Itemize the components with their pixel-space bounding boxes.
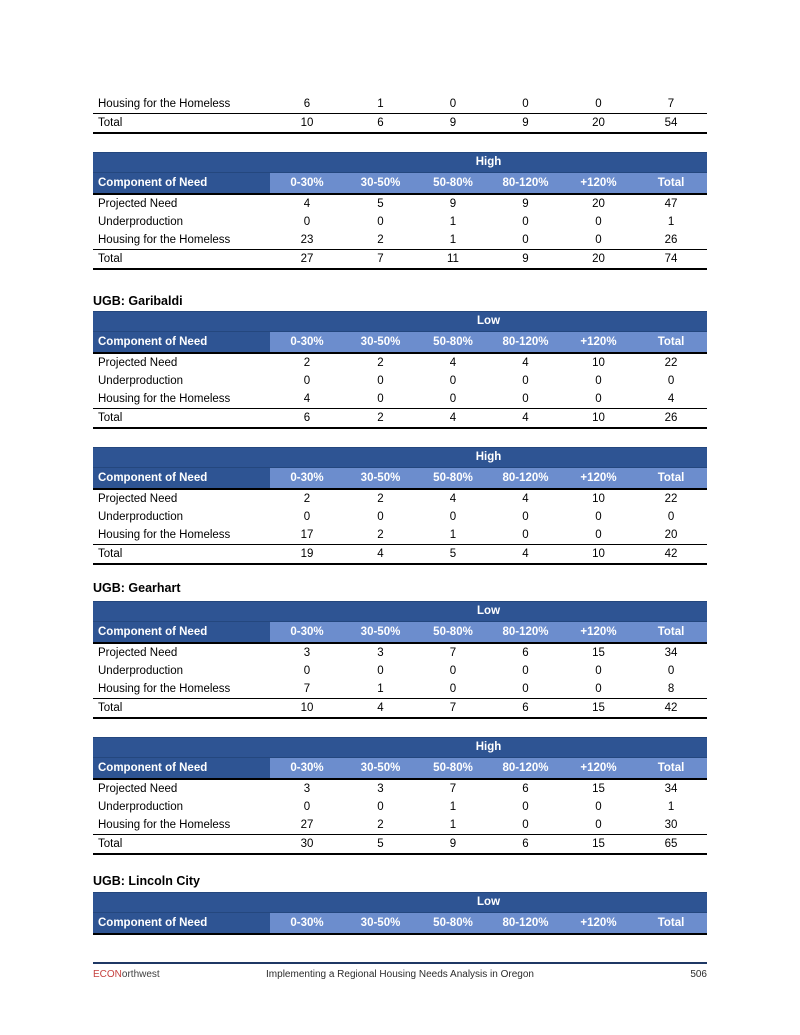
column-header-cell: 50-80% [417,622,489,644]
data-cell: 1 [417,231,489,250]
data-cell: 0 [489,680,562,699]
data-cell: 23 [270,231,344,250]
column-header-row [93,468,707,490]
data-cell: 2 [344,409,417,429]
row-label: Total [93,250,270,270]
data-cell: 4 [303,198,311,210]
column-header-cell: Total [635,622,707,644]
need-table [93,95,707,134]
column-header-cell: 0-30% [270,332,344,354]
table-row [93,95,707,114]
data-cell: 20 [562,114,635,134]
column-header-cell: 50-80% [417,173,489,195]
table-row [93,798,707,816]
column-header-cell: Total [635,758,707,780]
section-heading-lincoln-city: UGB: Lincoln City [93,874,200,888]
column-header-cell: Total [635,173,707,195]
data-cell: 4 [344,699,417,719]
table-high [93,152,707,270]
table-garibaldi-high [93,447,707,565]
data-cell: 6 [270,409,344,429]
data-cell: 26 [635,231,707,250]
data-cell: 2 [303,493,311,505]
data-cell: 0 [595,801,602,813]
column-header-cell: 80-120% [489,758,562,780]
data-cell: 9 [417,835,489,855]
column-header-cell: +120% [562,758,635,780]
need-table [93,892,707,935]
total-row [93,835,707,855]
row-label: Underproduction [98,511,184,523]
data-cell: 0 [522,665,529,677]
data-cell: 4 [522,493,529,505]
column-header-cell: 0-30% [270,173,344,195]
data-cell: 1 [449,216,457,228]
band-label-cell: High [270,448,707,468]
data-cell: 2 [344,816,417,835]
data-cell: 42 [635,699,707,719]
table-row [93,353,707,372]
table-row [93,662,707,680]
need-table [93,152,707,270]
data-cell: 0 [489,526,562,545]
row-label: Housing for the Homeless [93,231,270,250]
data-cell: 0 [377,665,384,677]
column-header-row [93,332,707,354]
band-spacer-cell [93,153,270,173]
band-label-cell: High [270,738,707,758]
data-cell: 5 [417,545,489,565]
band-label-cell: High [270,153,707,173]
total-row [93,545,707,565]
column-header-cell: Total [635,468,707,490]
data-cell: 22 [664,493,678,505]
data-cell: 0 [303,801,311,813]
column-header-cell: 30-50% [344,468,417,490]
data-cell: 6 [522,647,529,659]
data-cell: 1 [344,680,417,699]
band-row [93,312,707,332]
footer-brand-northwest: orthwest [121,969,160,980]
data-cell: 6 [344,114,417,134]
footer-brand [93,969,253,980]
data-cell: 2 [344,231,417,250]
data-cell: 0 [449,375,457,387]
column-header-cell: 50-80% [417,468,489,490]
row-label: Housing for the Homeless [93,390,270,409]
page-footer [93,962,707,980]
table-row [93,508,707,526]
data-cell: 0 [377,511,384,523]
table-row [93,643,707,662]
column-header-cell: 50-80% [417,913,489,935]
data-cell: 54 [635,114,707,134]
data-cell: 4 [489,545,562,565]
data-cell: 0 [489,816,562,835]
data-cell: 0 [562,231,635,250]
data-cell: 34 [664,647,678,659]
column-header-cell: 80-120% [489,468,562,490]
data-cell: 2 [303,357,311,369]
data-cell: 7 [449,783,457,795]
table-row [93,489,707,508]
data-cell: 1 [449,801,457,813]
column-header-cell: 80-120% [489,173,562,195]
row-label: Total [93,545,270,565]
column-header-cell: 0-30% [270,913,344,935]
data-cell: 0 [562,680,635,699]
row-header-cell: Component of Need [93,622,270,644]
column-header-cell: Total [635,332,707,354]
row-label: Projected Need [98,198,178,210]
data-cell: 8 [635,680,707,699]
row-label: Housing for the Homeless [93,526,270,545]
data-cell: 0 [489,390,562,409]
data-cell: 7 [635,95,707,114]
data-cell: 65 [635,835,707,855]
column-header-cell: 30-50% [344,332,417,354]
band-row [93,738,707,758]
total-row [93,409,707,429]
data-cell: 17 [270,526,344,545]
row-header-cell: Component of Need [93,332,270,354]
column-header-cell: 0-30% [270,758,344,780]
data-cell: 9 [417,114,489,134]
data-cell: 1 [417,526,489,545]
column-header-cell: Total [635,913,707,935]
data-cell: 2 [377,493,384,505]
need-table [93,447,707,565]
need-table [93,737,707,855]
row-label: Projected Need [98,357,178,369]
data-cell: 4 [270,390,344,409]
data-cell: 0 [449,511,457,523]
data-cell: 3 [377,647,384,659]
band-spacer-cell [93,602,270,622]
band-spacer-cell [93,448,270,468]
band-label-cell: Low [270,312,707,332]
data-cell: 2 [344,526,417,545]
data-cell: 0 [522,801,529,813]
data-cell: 9 [489,114,562,134]
data-cell: 19 [270,545,344,565]
row-label: Underproduction [98,216,184,228]
row-label: Projected Need [98,647,178,659]
data-cell: 15 [562,835,635,855]
column-header-cell: 0-30% [270,468,344,490]
table-gearhart-high [93,737,707,855]
column-header-cell: 0-30% [270,622,344,644]
section-lincoln-city [93,874,707,889]
section-heading-gearhart: UGB: Gearhart [93,581,181,595]
row-label: Housing for the Homeless [93,95,270,114]
table-row [93,194,707,213]
need-table [93,601,707,719]
row-label: Projected Need [98,493,178,505]
row-label: Projected Need [98,783,178,795]
band-spacer-cell [93,312,270,332]
data-cell: 0 [377,375,384,387]
column-header-cell: 80-120% [489,913,562,935]
data-cell: 27 [270,816,344,835]
data-cell: 74 [635,250,707,270]
data-cell: 6 [489,699,562,719]
data-cell: 0 [667,665,675,677]
data-cell: 9 [489,250,562,270]
row-label: Underproduction [98,665,184,677]
data-cell: 5 [344,835,417,855]
footer-brand-econ: ECON [93,969,122,980]
data-cell: 4 [344,545,417,565]
table-carryover [93,95,707,134]
column-header-cell: +120% [562,622,635,644]
data-cell: 0 [595,216,602,228]
data-cell: 6 [270,95,344,114]
band-row [93,602,707,622]
column-header-cell: 30-50% [344,758,417,780]
table-garibaldi-low [93,311,707,429]
data-cell: 4 [522,357,529,369]
data-cell: 10 [592,357,605,369]
data-cell: 15 [592,647,605,659]
data-cell: 0 [562,816,635,835]
data-cell: 4 [635,390,707,409]
data-cell: 10 [562,545,635,565]
data-cell: 0 [303,216,311,228]
row-label: Total [93,114,270,134]
table-row [93,680,707,699]
data-cell: 1 [667,801,675,813]
section-garibaldi [93,294,707,309]
column-header-cell: 30-50% [344,173,417,195]
row-label: Housing for the Homeless [93,816,270,835]
data-cell: 0 [562,95,635,114]
column-header-cell: 50-80% [417,332,489,354]
band-row [93,893,707,913]
column-header-row [93,913,707,935]
section-heading-garibaldi: UGB: Garibaldi [93,294,183,308]
data-cell: 0 [303,511,311,523]
data-cell: 3 [303,783,311,795]
data-cell: 7 [344,250,417,270]
column-header-cell: 80-120% [489,332,562,354]
band-row [93,448,707,468]
table-row [93,213,707,231]
table-lincoln-city-low [93,892,707,935]
column-header-cell: +120% [562,913,635,935]
data-cell: 0 [522,375,529,387]
data-cell: 0 [377,801,384,813]
data-cell: 22 [664,357,678,369]
table-gearhart-low [93,601,707,719]
data-cell: 20 [635,526,707,545]
data-cell: 0 [595,511,602,523]
total-row [93,699,707,719]
data-cell: 4 [449,493,457,505]
row-label: Total [93,835,270,855]
data-cell: 0 [449,665,457,677]
data-cell: 3 [377,783,384,795]
band-label-cell: Low [270,893,707,913]
data-cell: 6 [489,835,562,855]
data-cell: 0 [667,375,675,387]
column-header-cell: +120% [562,173,635,195]
data-cell: 0 [417,680,489,699]
data-cell: 9 [522,198,529,210]
data-cell: 42 [635,545,707,565]
data-cell: 0 [595,665,602,677]
row-label: Housing for the Homeless [93,680,270,699]
footer-page-number: 506 [690,969,707,980]
column-header-row [93,173,707,195]
need-table [93,311,707,429]
data-cell: 0 [489,95,562,114]
column-header-row [93,622,707,644]
footer-title: Implementing a Regional Housing Needs Analysis in Oregon [266,969,534,980]
column-header-cell: 30-50% [344,622,417,644]
data-cell: 1 [417,816,489,835]
data-cell: 15 [562,699,635,719]
data-cell: 10 [562,409,635,429]
row-label: Underproduction [98,801,184,813]
data-cell: 0 [377,216,384,228]
row-header-cell: Component of Need [93,758,270,780]
data-cell: 0 [595,375,602,387]
data-cell: 7 [270,680,344,699]
table-row [93,816,707,835]
data-cell: 0 [417,390,489,409]
column-header-cell: +120% [562,468,635,490]
data-cell: 9 [449,198,457,210]
data-cell: 0 [562,526,635,545]
data-cell: 34 [664,783,678,795]
data-cell: 0 [667,511,675,523]
data-cell: 4 [489,409,562,429]
table-row [93,390,707,409]
table-row [93,231,707,250]
data-cell: 7 [417,699,489,719]
data-cell: 11 [417,250,489,270]
data-cell: 0 [303,375,311,387]
column-header-row [93,758,707,780]
data-cell: 26 [635,409,707,429]
row-header-cell: Component of Need [93,468,270,490]
band-spacer-cell [93,738,270,758]
total-row [93,250,707,270]
carryover-table-bottom [93,95,707,134]
row-label: Total [93,699,270,719]
data-cell: 10 [270,699,344,719]
column-header-cell: 50-80% [417,758,489,780]
table-row [93,372,707,390]
data-cell: 0 [562,390,635,409]
total-row [93,114,707,134]
column-header-cell: 30-50% [344,913,417,935]
data-cell: 0 [489,231,562,250]
data-cell: 2 [377,357,384,369]
data-cell: 47 [664,198,678,210]
data-cell: 30 [635,816,707,835]
table-row [93,779,707,798]
row-label: Underproduction [98,375,184,387]
data-cell: 0 [344,390,417,409]
column-header-cell: +120% [562,332,635,354]
data-cell: 7 [449,647,457,659]
band-spacer-cell [93,893,270,913]
column-header-cell: 80-120% [489,622,562,644]
band-row [93,153,707,173]
section-gearhart [93,581,707,596]
row-label: Total [93,409,270,429]
row-header-cell: Component of Need [93,913,270,935]
data-cell: 4 [417,409,489,429]
data-cell: 10 [270,114,344,134]
data-cell: 20 [562,250,635,270]
data-cell: 0 [303,665,311,677]
data-cell: 30 [270,835,344,855]
data-cell: 0 [522,216,529,228]
row-header-cell: Component of Need [93,173,270,195]
data-cell: 5 [377,198,384,210]
table-row [93,526,707,545]
data-cell: 1 [667,216,675,228]
data-cell: 3 [303,647,311,659]
data-cell: 20 [592,198,605,210]
data-cell: 1 [344,95,417,114]
table-high-carryover-section [93,152,707,270]
band-label-cell: Low [270,602,707,622]
data-cell: 0 [417,95,489,114]
data-cell: 15 [592,783,605,795]
data-cell: 0 [522,511,529,523]
data-cell: 27 [270,250,344,270]
data-cell: 6 [522,783,529,795]
data-cell: 10 [592,493,605,505]
data-cell: 4 [449,357,457,369]
